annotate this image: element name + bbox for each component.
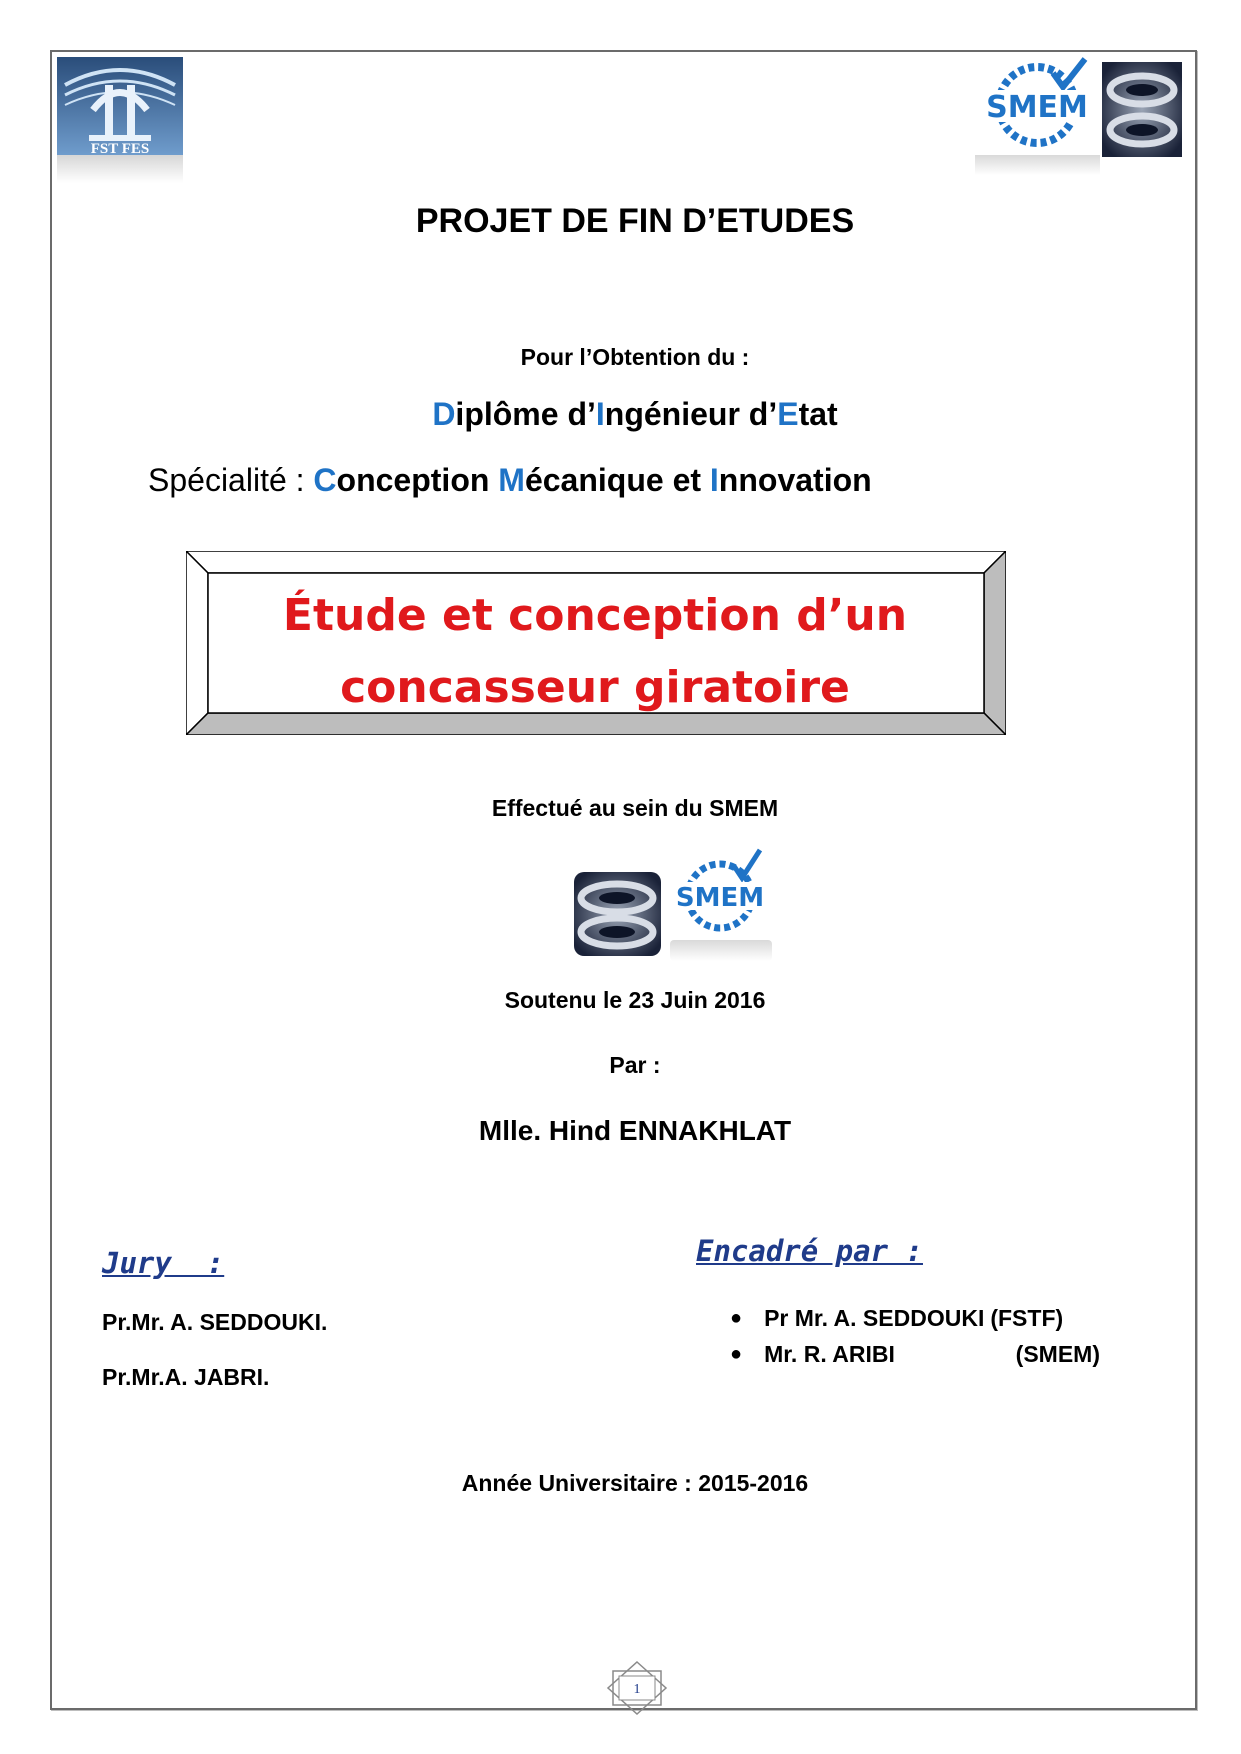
encadre-list bbox=[730, 1300, 1150, 1372]
encadre-heading: Encadré par : bbox=[696, 1234, 923, 1268]
fst-fes-logo bbox=[55, 55, 185, 185]
smem-logo-mid bbox=[670, 836, 772, 961]
specialite-label: Spécialité : bbox=[148, 462, 314, 498]
specialite-part: C bbox=[313, 462, 337, 498]
soutenu-line: Soutenu le 23 Juin 2016 bbox=[504, 987, 766, 1013]
diplome-part: iplôme d’ bbox=[455, 396, 596, 432]
diplome-line bbox=[0, 396, 1241, 433]
page-number: 1 bbox=[633, 1682, 641, 1697]
effectue-line: Effectué au sein du SMEM bbox=[491, 795, 779, 821]
specialite-part: nnovation bbox=[718, 462, 872, 498]
thesis-title bbox=[210, 580, 980, 724]
diplome-part: tat bbox=[798, 396, 838, 432]
jury-member: Pr.Mr. A. SEDDOUKI. bbox=[102, 1309, 328, 1335]
list-item bbox=[730, 1336, 1150, 1372]
diplome-part: I bbox=[595, 396, 605, 432]
bullet-icon: ● bbox=[730, 1306, 743, 1329]
author-name: Mlle. Hind ENNAKHLAT bbox=[478, 1115, 792, 1146]
bullet-icon: ● bbox=[730, 1342, 743, 1365]
obtention-line: Pour l’Obtention du : bbox=[520, 344, 750, 370]
specialite-part: écanique et bbox=[524, 462, 710, 498]
annee-universitaire: Année Universitaire : 2015-2016 bbox=[461, 1470, 809, 1496]
thesis-title-line-1: Étude et conception d’un bbox=[282, 590, 908, 641]
page-number-badge bbox=[604, 1660, 670, 1716]
smem-logo-top bbox=[975, 55, 1100, 175]
jury-member: Pr.Mr.A. JABRI. bbox=[102, 1364, 270, 1390]
encadrant-org: (SMEM) bbox=[1015, 1340, 1100, 1367]
specialite-part: I bbox=[709, 462, 719, 498]
list-item bbox=[730, 1300, 1150, 1336]
svg-text:SMEM: SMEM bbox=[675, 883, 765, 913]
bearing-logo-top bbox=[1102, 62, 1182, 157]
diplome-part: D bbox=[432, 396, 456, 432]
document-title: PROJET DE FIN D’ETUDES bbox=[415, 202, 855, 240]
par-line: Par : bbox=[609, 1052, 661, 1078]
bearing-logo-mid bbox=[570, 868, 665, 960]
specialite-part: M bbox=[498, 462, 525, 498]
diplome-part: E bbox=[777, 396, 799, 432]
svg-text:FST FES: FST FES bbox=[90, 141, 150, 157]
diplome-part: ngénieur d’ bbox=[604, 396, 778, 432]
thesis-title-line-2: concasseur giratoire bbox=[340, 662, 850, 713]
specialite-part: onception bbox=[336, 462, 499, 498]
jury-heading: Jury : bbox=[102, 1246, 225, 1280]
encadrant-org: (FSTF) bbox=[990, 1304, 1064, 1331]
encadrant-name: Pr Mr. A. SEDDOUKI bbox=[764, 1304, 985, 1331]
specialite-line bbox=[148, 462, 872, 499]
svg-text:SMEM: SMEM bbox=[986, 90, 1088, 125]
encadrant-name: Mr. R. ARIBI bbox=[764, 1340, 895, 1367]
